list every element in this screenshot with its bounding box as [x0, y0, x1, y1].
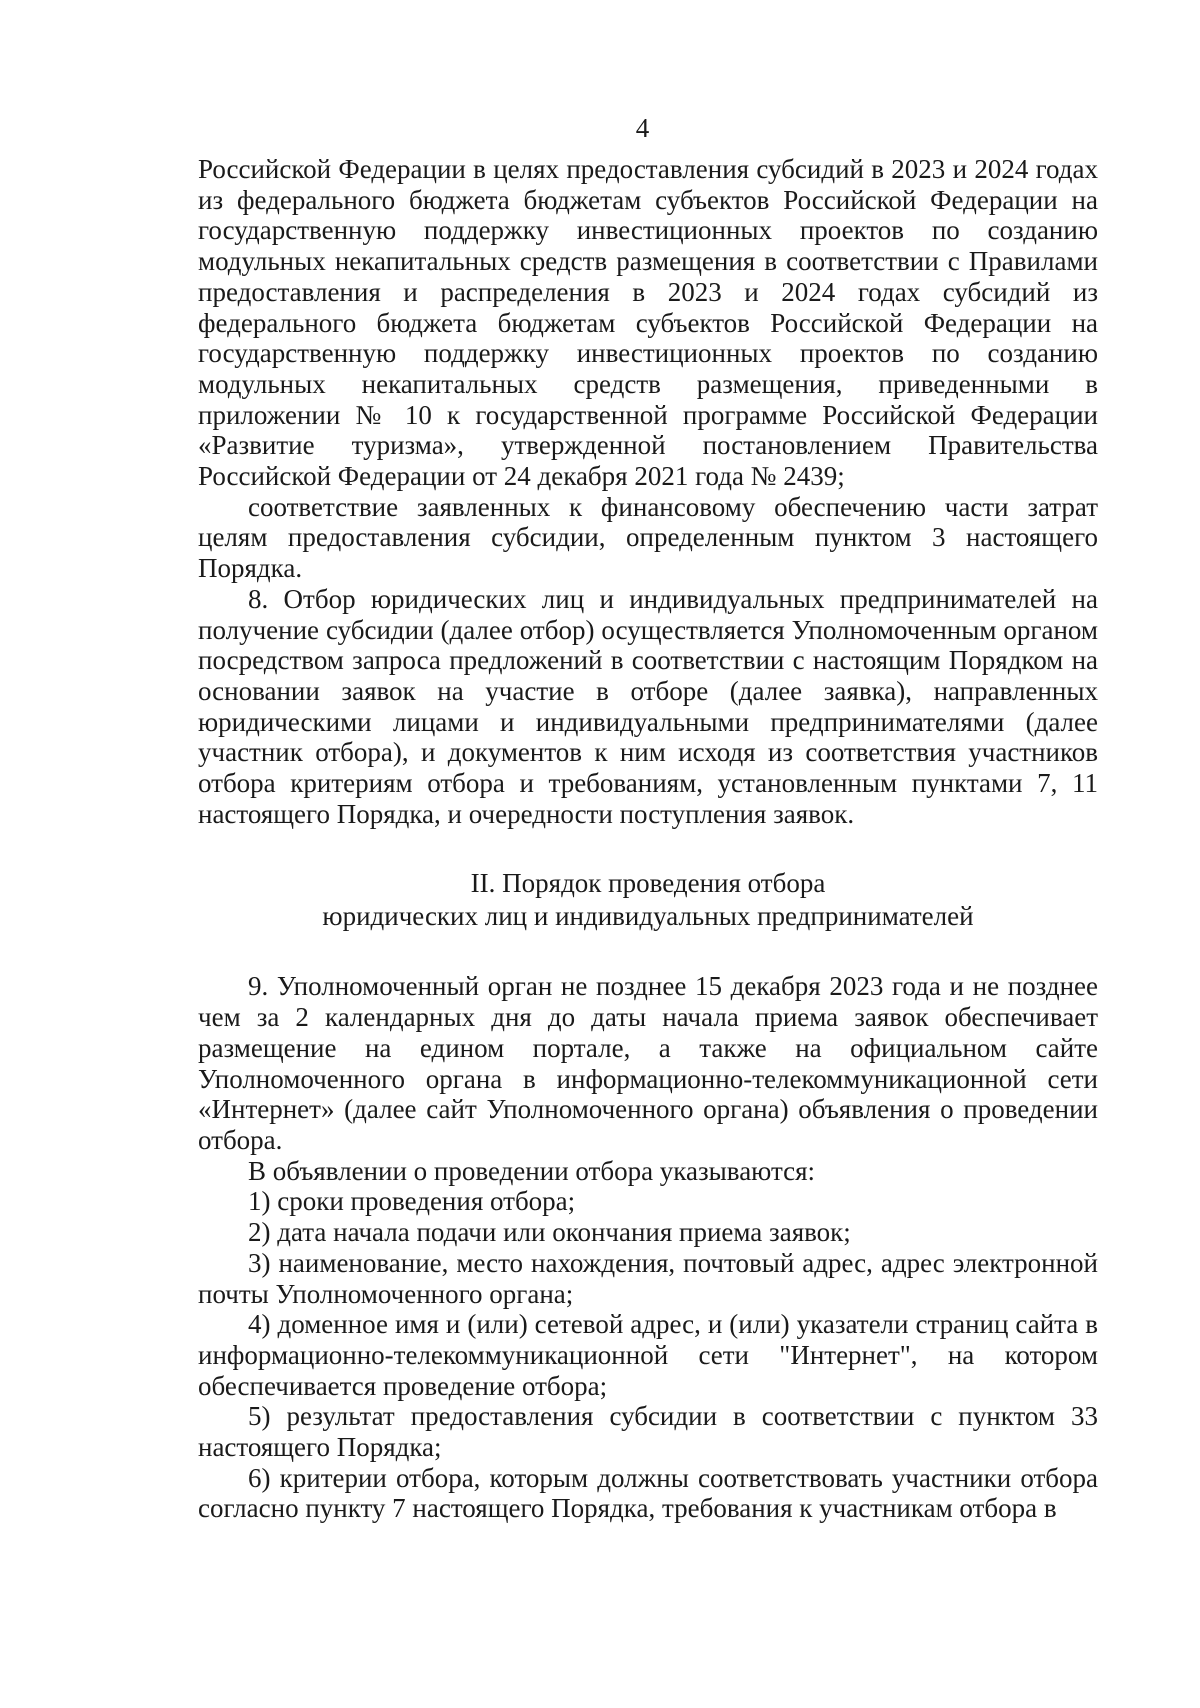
list-item-1: 1) сроки проведения отбора;	[248, 1186, 576, 1217]
section-heading	[198, 867, 1098, 933]
list-item-3: 3) наименование, место нахождения, почтовый адрес, адрес электронной почты Уполномоченного органа;	[198, 1247, 1098, 1309]
list-item-2: 2) дата начала подачи или окончания приема заявок;	[248, 1217, 851, 1248]
paragraph-before-2: соответствие заявленных к финансовому обеспечению части затрат целям предоставления субсидии, определенным пунктом 3 настоящего Порядка.	[198, 491, 1098, 584]
list-item-4: 4) доменное имя и (или) сетевой адрес, и (или) указатели страниц сайта в информационно-телекоммуникационной сети "Интернет", на котором обеспечивается проведение отбора;	[198, 1309, 1098, 1401]
section-heading-line-1: II. Порядок проведения отбора	[470, 868, 826, 899]
paragraph-item-9: 9. Уполномоченный орган не позднее 15 декабря 2023 года и не позднее чем за 2 календарных дня до даты начала приема заявок обеспечивает размещение на едином портале, а также на официальном сайте Уполномоченного органа в информационно-телекоммуникационной сети «Интернет» (далее сайт Уполномоченного органа) объявления о проведении отбора.	[198, 971, 1098, 1155]
paragraph-announcement-intro: В объявлении о проведении отбора указываются:	[248, 1155, 816, 1186]
section-heading-line-2: юридических лиц и индивидуальных предпринимателей	[322, 901, 974, 932]
document-body	[198, 154, 1098, 1524]
list-item-5: 5) результат предоставления субсидии в соответствии с пунктом 33 настоящего Порядка;	[198, 1401, 1098, 1463]
paragraph-before-1: Российской Федерации в целях предоставления субсидий в 2023 и 2024 годах из федерального бюджета бюджетам субъектов Российской Федерации на государственную поддержку инвестиционных проектов по созданию модульных некапитальных средств размещения в соответствии с Правилами предоставления и распределения в 2023 и 2024 годах субсидий из федерального бюджета бюджетам субъектов Российской Федерации на государственную поддержку инвестиционных проектов по созданию модульных некапитальных средств размещения, приведенными в приложении № 10 к государственной программе Российской Федерации «Развитие туризма», утвержденной постановлением Правительства Российской Федерации от 24 декабря 2021 года № 2439;	[198, 154, 1098, 492]
page-number: 4	[635, 113, 650, 143]
paragraph-item-8: 8. Отбор юридических лиц и индивидуальных предпринимателей на получение субсидии (далее отбор) осуществляется Уполномоченным органом посредством запроса предложений в соответствии с настоящим Порядком на основании заявок на участие в отборе (далее заявка), направленных юридическими лицами и индивидуальными предпринимателями (далее участник отбора), и документов к ним исходя из соответствия участников отбора критериям отбора и требованиям, установленным пунктами 7, 11 настоящего Порядка, и очередности поступления заявок.	[198, 583, 1098, 829]
list-item-6: 6) критерии отбора, которым должны соответствовать участники отбора согласно пункту 7 настоящего Порядка, требования к участникам отбора в	[198, 1462, 1098, 1524]
